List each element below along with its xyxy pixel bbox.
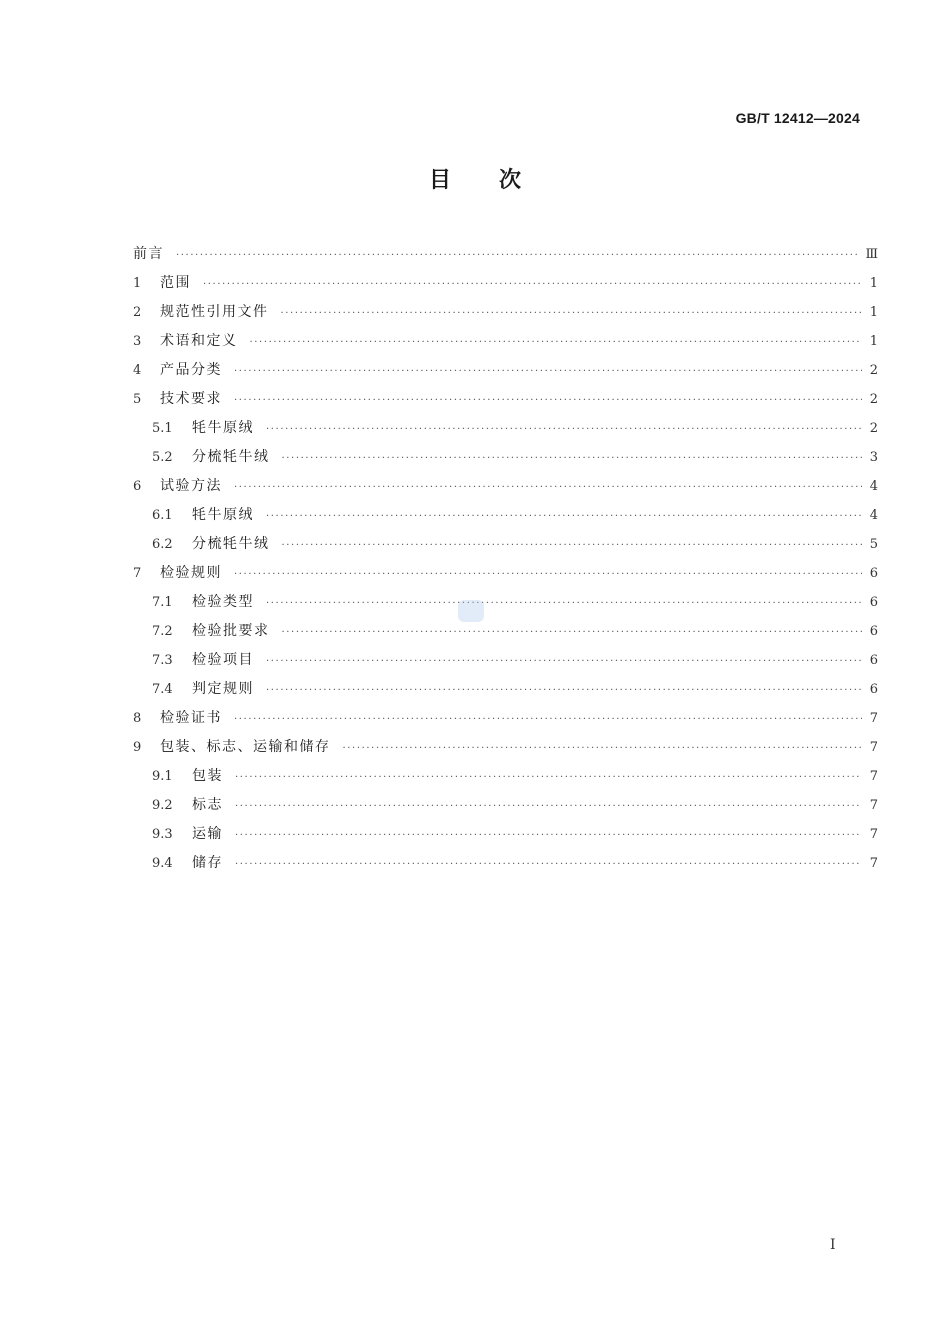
toc-entry-number: 6 [133,479,142,494]
toc-leader-dots [234,357,862,386]
toc-entry-label: 检验批要求 [192,623,270,639]
toc-entry-label: 判定规则 [192,681,254,697]
toc-entry-number: 6.1 [152,508,173,523]
toc-entry-number: 7.4 [152,682,173,697]
toc-leader-dots [234,560,862,589]
toc-entry[interactable] [133,704,878,733]
toc-entry-label: 范围 [160,275,191,291]
toc-entry-number: 7 [133,566,142,581]
toc-entry-label: 运输 [192,826,223,842]
toc-entry-page: 4 [869,508,878,523]
toc-leader-dots [266,415,862,444]
toc-entry-number: 4 [133,363,142,378]
toc-leader-dots [234,386,862,415]
toc-entry-number: 2 [133,305,142,320]
toc-entry-label: 前言 [133,246,164,262]
toc-entry-page: 6 [869,566,878,581]
toc-entry[interactable] [133,530,878,559]
toc-entry-label: 标志 [192,797,223,813]
page-folio: Ⅰ [830,1237,836,1253]
toc-entry-page: Ⅲ [865,247,878,262]
toc-entry-number: 5.1 [152,421,173,436]
toc-leader-dots [266,502,862,531]
toc-entry[interactable] [133,733,878,762]
toc-entry[interactable] [133,849,878,878]
toc-leader-dots [343,734,863,763]
toc-entry[interactable] [133,501,878,530]
toc-entry-label: 储存 [192,855,223,871]
toc-leader-dots [266,589,862,618]
toc-entry-number: 6.2 [152,537,173,552]
toc-leader-dots [235,763,862,792]
toc-entry-page: 2 [869,392,878,407]
toc-entry-page: 7 [869,798,878,813]
toc-leader-dots [235,821,862,850]
toc-entry-label: 分梳牦牛绒 [192,536,270,552]
toc-entry[interactable] [133,472,878,501]
toc-entry-page: 6 [869,624,878,639]
standard-number: GB/T 12412—2024 [735,110,860,126]
toc-entry[interactable] [133,559,878,588]
toc-entry-page: 3 [869,450,878,465]
toc-entry-number: 9.3 [152,827,173,842]
toc-entry-number: 7.2 [152,624,173,639]
toc-entry[interactable] [133,356,878,385]
toc-entry-page: 6 [869,595,878,610]
toc-entry-label: 术语和定义 [160,333,238,349]
toc-entry-label: 技术要求 [160,391,222,407]
toc-entry-page: 6 [869,653,878,668]
toc-entry-number: 7.1 [152,595,173,610]
toc-entry-page: 7 [869,711,878,726]
toc-entry-number: 9.4 [152,856,173,871]
toc-entry-label: 牦牛原绒 [192,420,254,436]
toc-entry-page: 6 [869,682,878,697]
toc-entry-label: 包装、标志、运输和储存 [160,739,331,755]
toc-leader-dots [282,444,863,473]
toc-entry[interactable] [133,385,878,414]
toc-leader-dots [282,531,863,560]
toc-entry-label: 检验类型 [192,594,254,610]
page-title: 目次 [428,168,569,193]
toc-leader-dots [203,270,862,299]
toc-entry-number: 9.1 [152,769,173,784]
toc-leader-dots [234,705,862,734]
toc-entry-page: 4 [869,479,878,494]
toc-entry-page: 7 [869,740,878,755]
toc-entry[interactable] [133,820,878,849]
toc-leader-dots [266,647,862,676]
toc-entry[interactable] [133,791,878,820]
toc-leader-dots [176,241,859,270]
toc-entry-label: 产品分类 [160,362,222,378]
toc-entry[interactable] [133,646,878,675]
toc-entry[interactable] [133,762,878,791]
toc-entry-label: 试验方法 [160,478,222,494]
toc-entry[interactable] [133,617,878,646]
toc-entry[interactable] [133,298,878,327]
toc-entry-label: 规范性引用文件 [160,304,269,320]
toc-entry-number: 8 [133,711,142,726]
toc-entry[interactable] [133,269,878,298]
toc-entry[interactable] [133,327,878,356]
toc-entry-number: 1 [133,276,142,291]
toc-entry-number: 5 [133,392,142,407]
toc-leader-dots [282,618,863,647]
toc-entry-page: 2 [869,421,878,436]
toc-entry-page: 7 [869,856,878,871]
toc-leader-dots [234,473,862,502]
toc-entry[interactable] [133,675,878,704]
toc-entry-page: 1 [869,305,878,320]
toc-entry-label: 分梳牦牛绒 [192,449,270,465]
toc-entry-number: 9 [133,740,142,755]
watermark-logo [458,600,484,622]
toc-entry-label: 检验证书 [160,710,222,726]
table-of-contents [133,240,878,878]
toc-entry-number: 5.2 [152,450,173,465]
toc-entry-number: 3 [133,334,142,349]
toc-entry[interactable] [133,414,878,443]
toc-entry-label: 包装 [192,768,223,784]
toc-entry-page: 7 [869,769,878,784]
toc-entry-label: 牦牛原绒 [192,507,254,523]
toc-leader-dots [235,792,862,821]
toc-entry-label: 检验规则 [160,565,222,581]
toc-entry-page: 1 [869,334,878,349]
toc-entry[interactable] [133,588,878,617]
toc-entry-page: 1 [869,276,878,291]
toc-entry-number: 9.2 [152,798,173,813]
toc-entry-label: 检验项目 [192,652,254,668]
toc-leader-dots [266,676,862,705]
toc-entry-page: 2 [869,363,878,378]
toc-entry-number: 7.3 [152,653,173,668]
toc-leader-dots [281,299,863,328]
toc-entry[interactable] [133,240,878,269]
toc-leader-dots [235,850,862,879]
toc-entry-page: 5 [869,537,878,552]
toc-entry[interactable] [133,443,878,472]
toc-entry-page: 7 [869,827,878,842]
toc-leader-dots [250,328,863,357]
